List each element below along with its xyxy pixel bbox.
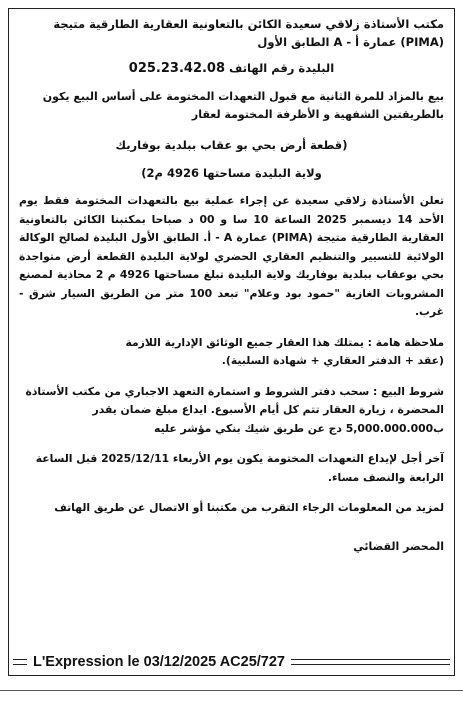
sale-conditions: شروط البيع : سحب دفتر الشروط و استمارة التعهد الاجباري من مكتب الأستاذة المحضرة ، زيارة العقار تتم كل أيام الأسبوع. ايداع مبلغ ضمان يقدر ب5,000.000.000 دج عن طريق شيك بنكي مؤشر عليه — [25, 384, 444, 435]
more-info: لمزيد من المعلومات الرجاء التقرب من مكتبنا أو الاتصال عن طريق الهاتف — [54, 501, 444, 514]
publication-reference: L'Expression le 03/12/2025 AC25/727 — [33, 654, 285, 670]
sale-title: بيع بالمزاد للمرة الثانية مع قبول التعهدات المختومة على أساس البيع يكون بالطريقتين الشفهية و الأظرفة المختومة لعقار — [42, 90, 444, 121]
note-line-2: (عقد + الدفتر العقاري + شهادة السلبية). — [221, 354, 444, 367]
phone-line — [19, 61, 444, 76]
submission-deadline: آخر أجل لإيداع التعهدات المختومة يكون يوم الأربعاء 2025/12/11 قبل الساعة الرابعة والنصف مساء. — [35, 452, 444, 484]
footer-rule-right — [291, 659, 450, 665]
plot-description: (قطعة أرض بحي بو عقاب ببلدية بوفاريك — [115, 138, 348, 152]
legal-notice — [8, 8, 455, 676]
phone-label: البليدة رقم الهاتف — [229, 61, 335, 75]
note-line-1: ملاحظة هامة : يمتلك هذا العقار جميع الوثائق الإدارية اللازمة — [125, 335, 444, 349]
plot-area: ولاية البليدة مساحتها 4926 م2) — [141, 166, 322, 180]
announcement-body: تعلن الأستاذة زلاقي سعيدة عن إجراء عملية بيع بالتعهدات المختومة فقط يوم الأحد 14 ديسمبر 2025 الساعة 10 سا و 00 د صباحا بمكتبنا الكائن بالتعاونية العقارية الطارقية متيجة (PIMA) عمارة A - أ. الطابق الأول البليدة لصالح الوكالة الولائية للتسيير والتنظيم العقاري الحضري لولاية البليدة القطعة أرض متواجدة بحي بوعقاب ببلدية بوفاريك ولاية البليدة تبلغ مساحتها 4926 م 2 محاذية لمصنع المشروبات الغازية "حمود بود وعلام" تبعد 100 متر من الطريق السيار شرق - غرب. — [19, 194, 444, 318]
footer-rule-left — [13, 659, 27, 665]
publication-footer — [9, 651, 454, 673]
signature: المحضر القضائي — [353, 539, 444, 553]
important-note — [19, 334, 444, 371]
office-header: مكتب الأستاذة زلاقي سعيدة الكائن بالتعاونية العقارية الطارقية متيجة (PIMA) عمارة أ - A الطابق الأول — [53, 17, 444, 49]
page-bottom-rule — [0, 690, 463, 691]
phone-number: 025.23.42.08 — [128, 61, 226, 76]
